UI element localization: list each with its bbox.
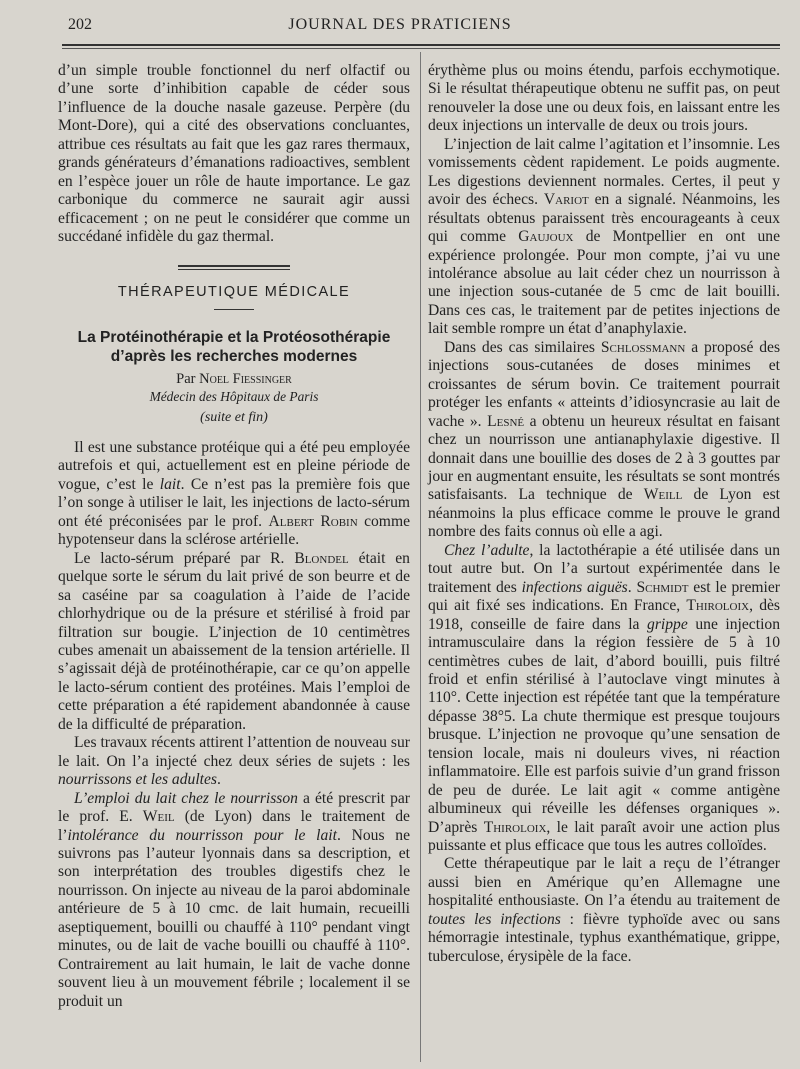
paragraph	[428, 855, 780, 966]
paragraph	[58, 550, 410, 735]
header-rule	[62, 44, 780, 46]
person-name: Albert Robin	[268, 512, 358, 530]
right-column	[428, 62, 780, 966]
person-name: Gaujoux	[518, 228, 574, 246]
text-run: de Montpellier en ont une expérience prolongée. Pour mon compte, j’ai vu une intolérance absolue au lait céder chez un nourrisson à une injection sous-cutanée de 5 cmc de lait bouilli. Dans ces cas, le traitement par de petites injections de lait semble rompre un état d’anaphylaxie.	[428, 228, 780, 338]
italic-text: lait	[159, 475, 181, 493]
person-name: Weil	[142, 808, 175, 826]
continuation-note: (suite et fin)	[200, 409, 268, 425]
italic-text: nourrissons et les adultes	[58, 771, 217, 789]
text-run: . Ce n’est pas la première fois que l’on songe à utiliser le lait, les injections de lacto-sérum ont été préconisées par le prof.	[58, 475, 410, 530]
person-name: Weill	[643, 486, 683, 504]
text-run: a obtenu un heureux résultat en faisant chez un nourrisson une antianaphylaxie digestive. Il donnait dans une bouillie des doses de 2 à 3 gouttes par jour en augmentant ensuite, les résultats se sont montrés satisfaisants. La technique de	[428, 412, 781, 504]
text-run: , la lactothérapie a été utilisée dans un tout autre but. On l’a surtout expérimentée dans le traitement des	[428, 541, 780, 596]
article-title: La Protéinothérapie et la Protéosothérapie d’après les recherches modernes	[77, 328, 391, 365]
text-run: , dès 1918, conseille de faire dans la	[428, 597, 780, 633]
page-header	[0, 0, 800, 48]
paragraph: d’un simple trouble fonctionnel du nerf olfactif ou d’une sorte d’inhibition capable de céder sous l’influence de la douche nasale gazeuse. Perpère (du Mont-Dore), qui a cité des observations concluantes, attribue ces résultats au fait que les gaz rares thermaux, grands générateurs d’émanations radioactives, semblent en l’espèce jouer un rôle de haute importance. Le gaz carbonique du commerce ne saurait agir aussi efficacement ; on ne peut le considérer que comme un succédané infidèle du gaz thermal.	[58, 62, 410, 246]
text-run: a été prescrit par le prof. E.	[58, 789, 410, 826]
paragraph	[58, 439, 410, 550]
author-affiliation: Médecin des Hôpitaux de Paris	[149, 388, 319, 404]
text-run: est le premier qui ait fixé ses indications. En France,	[428, 578, 780, 615]
text-run: Cette thérapeutique par le lait a reçu de l’étranger aussi bien en Amérique qu’en Allemagne une hospitalité enthousiaste. On l’a étendu au traitement de	[428, 855, 780, 910]
paragraph	[428, 136, 780, 339]
column-separator	[420, 52, 421, 1062]
paragraph	[58, 734, 410, 789]
author-name: Noel Fiessinger	[199, 370, 292, 387]
section-heading	[58, 265, 410, 310]
text-run: a proposé des injections sous-cutanées de doses minimes et croissantes de sérum bovin. Ce traitement pourrait protéger les enfants « atteints d’idiosyncrasie au lait de vache ».	[428, 338, 781, 430]
divider	[178, 269, 290, 270]
italic-text: grippe	[647, 615, 688, 633]
person-name: Variot	[543, 191, 589, 209]
section-title: THÉRAPEUTIQUE MÉDICALE	[117, 283, 351, 300]
person-name: Blondel	[294, 549, 349, 567]
paragraph	[58, 790, 410, 1011]
text-run: L’injection de lait calme l’agitation et l’insomnie. Les vomissements cèdent rapidement. Le poids augmente. Les digestions deviennent normales. Certes, il peut y avoir des échecs.	[428, 135, 780, 209]
header-rule-thin	[62, 48, 780, 49]
italic-text: L’emploi du lait chez le nourrisson	[74, 789, 298, 807]
italic-text: toutes les infections	[428, 910, 561, 928]
byline-par: Par	[176, 370, 196, 387]
text-run: était en quelque sorte le sérum du lait privé de son beurre et de sa caséine par sa coagulation à l’aide de l’acide chlorhydrique ou de la présure et stérilisé à froid par filtration sur bougie. L’injection de 10 centimètres cubes amenait un abaissement de la tension artérielle. Il s’agissait déjà de protéinothérapie, car ce qu’on appelle le lacto-sérum contient des protéines. Mais l’emploi de cette préparation a été rapidement abandonnée à cause de la difficulté de préparation.	[58, 549, 410, 733]
person-name: Thiroloix	[483, 818, 547, 836]
text-run: : fièvre typhoïde avec ou sans hémorragie intestinale, typhus exanthématique, grippe, tuberculose, érysipèle de la face.	[428, 910, 781, 965]
italic-text: intolérance du nourrisson pour le lait	[67, 826, 337, 844]
person-name: Lesné	[487, 412, 525, 430]
text-run: Dans des cas similaires	[444, 338, 595, 356]
divider	[214, 309, 254, 310]
text-run: .	[216, 771, 221, 789]
paragraph	[428, 542, 780, 856]
text-run: Les travaux récents attirent l’attention de nouveau sur le lait. On l’a injecté chez deux séries de sujets : les	[58, 734, 410, 770]
text-run: Il est une substance protéique qui a été peu employée autrefois et qui, actuellement est en pleine période de vogue, c’est le	[58, 438, 410, 493]
left-column	[58, 62, 410, 1011]
text-run: (de Lyon) dans le traitement de l’	[58, 808, 410, 844]
italic-text: infections aiguës	[521, 578, 628, 596]
page-number: 202	[68, 16, 92, 33]
journal-title: JOURNAL DES PRATICIENS	[288, 16, 512, 33]
byline	[58, 370, 410, 388]
divider	[178, 265, 290, 267]
text-run: en a signalé. Néanmoins, les résultats obtenus paraissent très encourageants à ceux qui comme	[428, 191, 780, 246]
text-run: , le lait paraît avoir une action plus puissante et plus efficace que tous les autres colloïdes.	[428, 818, 780, 855]
text-run: comme hypotenseur dans la sclérose artérielle.	[58, 512, 410, 549]
person-name: Schmidt	[636, 578, 689, 596]
italic-text: Chez l’adulte	[444, 541, 530, 559]
text-run: Le lacto-sérum préparé par R.	[74, 549, 285, 567]
paragraph	[428, 339, 780, 542]
paragraph: érythème plus ou moins étendu, parfois ecchymotique. Si le résultat thérapeutique obtenu ne suffit pas, on peut renouveler la dose une ou deux fois, en laissant entre les deux injections un intervalle de deux ou trois jours.	[428, 62, 780, 135]
text-run: . Nous ne suivrons pas l’auteur lyonnais dans sa description, et son interprétation des troubles digestifs chez le nourrisson. On injecte au niveau de la paroi abdominale antérieure de 5 à 10 cmc. de lait humain, recueilli aseptiquement, bouilli ou chauffé à 110° pendant vingt minutes, ou de lait de vache bouilli ou chauffé à 110°. Contrairement au lait humain, le lait de vache donne souvent lieu à un mouvement fébrile ; localement il se produit un	[58, 826, 410, 1010]
text-run: .	[627, 578, 632, 596]
text-run: une injection intramusculaire dans la région fessière de 5 à 10 centimètres cubes de lait, d’abord bouilli, puis filtré froid et enfin stérilisé à l’autoclave vingt minutes à 110°. Cette injection est répétée tant que la température dépasse 38°5. La chute thermique est presque toujours brusque. L’injection ne provoque qu’une sensation de tension locale, mais ni douleurs vives, ni réaction inflammatoire. Elle est parfois suivie d’un grand frisson de peu de durée. Le lait agit « comme antigène albumineux qui réveille les défenses organiques ». D’après	[428, 615, 780, 836]
text-run: de Lyon est néanmoins la plus efficace comme le prouve le grand nombre des faits connus où elle a agi.	[428, 486, 780, 541]
person-name: Schlossmann	[600, 338, 686, 356]
person-name: Thiroloix	[686, 597, 750, 615]
